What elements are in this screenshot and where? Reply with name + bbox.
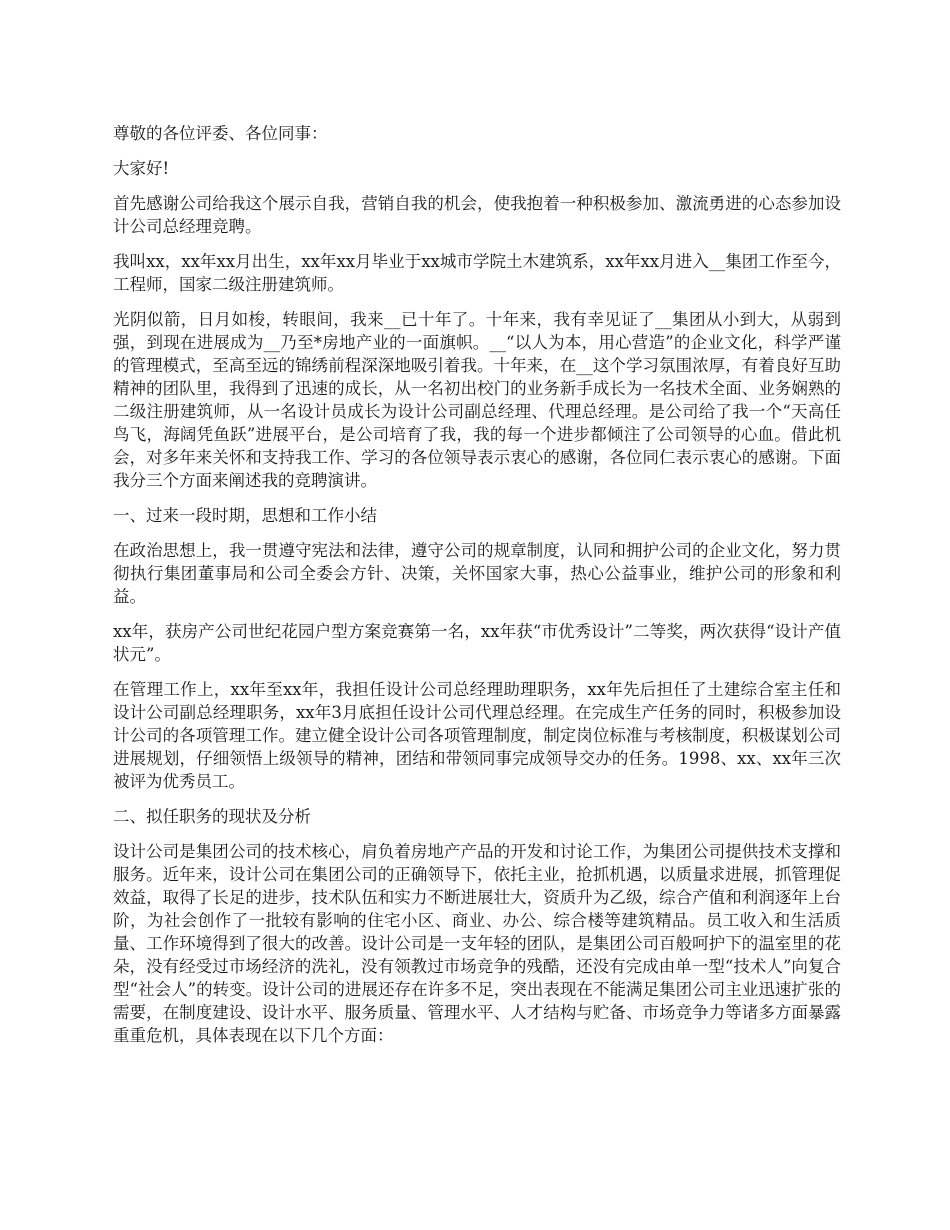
document-body <box>113 122 841 1059</box>
paragraph-awards: xx年，获房产公司世纪花园户型方案竞赛第一名，xx年获“市优秀设计”二等奖，两次获得“设计产值状元”。 <box>113 622 841 664</box>
section-heading-2: 二、拟任职务的现状及分析 <box>113 807 311 826</box>
paragraph-political-thought: 在政治思想上，我一贯遵守宪法和法律，遵守公司的规章制度，认同和拥护公司的企业文化，努力贯彻执行集团董事局和公司全委会方针、决策，关怀国家大事，热心公益事业，维护公司的形象和利益。 <box>113 541 841 606</box>
greeting: 大家好! <box>113 159 170 178</box>
paragraph-management-work: 在管理工作上，xx年至xx年，我担任设计公司总经理助理职务，xx年先后担任了土建综合室主任和设计公司副总经理职务，xx年3月底担任设计公司代理总经理。在完成生产任务的同时，积极参加设计公司的各项管理工作。建立健全设计公司各项管理制度，制定岗位标准与考核制度，积极谋划公司进展规划，仔细领悟上级领导的精神，团结和带领同事完成领导交办的任务。1998、xx、xx年三次被评为优秀员工。 <box>113 680 841 791</box>
paragraph-current-status: 设计公司是集团公司的技术核心，肩负着房地产产品的开发和讨论工作，为集团公司提供技术支撑和服务。近年来，设计公司在集团公司的正确领导下，依托主业，抢抓机遇，以质量求进展，抓管理促效益，取得了长足的进步，技术队伍和实力不断进展壮大，资质升为乙级，综合产值和利润逐年上台阶，为社会创作了一批较有影响的住宅小区、商业、办公、综合楼等建筑精品。员工收入和生活质量、工作环境得到了很大的改善。设计公司是一支年轻的团队，是集团公司百般呵护下的温室里的花朵，没有经受过市场经济的洗礼，没有领教过市场竞争的残酷，还没有完成由单一型“技术人”向复合型“社会人”的转变。设计公司的进展还存在许多不足，突出表现在不能满足集团公司主业迅速扩张的需要，在制度建设、设计水平、服务质量、管理水平、人才结构与贮备、市场竞争力等诸多方面暴露重重危机，具体表现在以下几个方面： <box>113 842 841 1045</box>
paragraph-self-introduction: 我叫xx，xx年xx月出生，xx年xx月毕业于xx城市学院土木建筑系，xx年xx月进入__集团工作至今，工程师，国家二级注册建筑师。 <box>113 252 841 294</box>
paragraph-intro: 首先感谢公司给我这个展示自我，营销自我的机会，使我抱着一种积极参加、激流勇进的心态参加设计公司总经理竞聘。 <box>113 194 841 236</box>
paragraph-ten-years: 光阴似箭，日月如梭，转眼间，我来__已十年了。十年来，我有幸见证了__集团从小到大，从弱到强，到现在进展成为__乃至*房地产业的一面旗帜。__“以人为本，用心营造”的企业文化，科学严谨的管理模式，至高至远的锦绣前程深深地吸引着我。十年来，在__这个学习氛围浓厚，有着良好互助精神的团队里，我得到了迅速的成长，从一名初出校门的业务新手成长为一名技术全面、业务娴熟的二级注册建筑师，从一名设计员成长为设计公司副总经理、代理总经理。是公司给了我一个“天高任鸟飞，海阔凭鱼跃”进展平台，是公司培育了我，我的每一个进步都倾注了公司领导的心血。借此机会，对多年来关怀和支持我工作、学习的各位领导表示衷心的感谢，各位同仁表示衷心的感谢。下面我分三个方面来阐述我的竞聘演讲。 <box>113 310 841 490</box>
section-heading-1: 一、过来一段时期，思想和工作小结 <box>113 506 377 525</box>
salutation: 尊敬的各位评委、各位同事： <box>113 124 328 143</box>
